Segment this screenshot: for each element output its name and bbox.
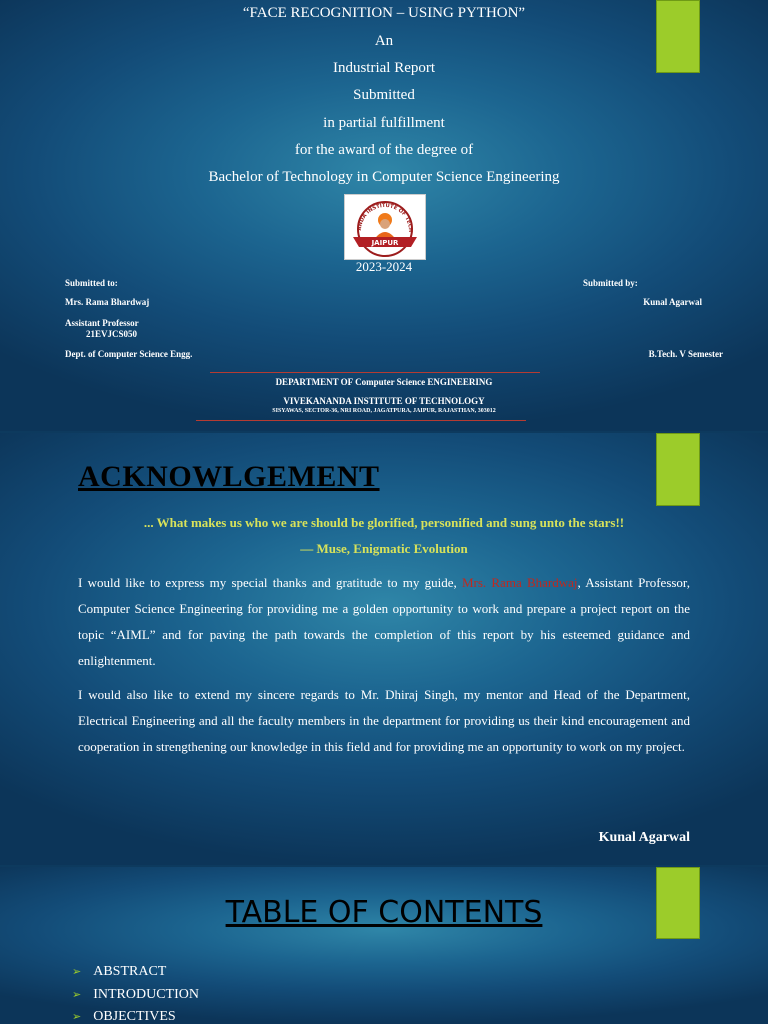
logo-text-bottom: JAIPUR xyxy=(371,239,399,247)
report-title: “FACE RECOGNITION – USING PYTHON” xyxy=(242,5,526,21)
guide-name: Mrs. Rama Bhardwaj xyxy=(65,297,150,307)
toc-item: ➢ INTRODUCTION xyxy=(72,986,199,1002)
guide-department: Dept. of Computer Science Engg. xyxy=(65,349,193,359)
toc-list xyxy=(72,961,199,1024)
toc-item: ➢ OBJECTIVES xyxy=(72,1009,176,1024)
title-line: An xyxy=(374,33,394,49)
title-line: in partial fulfillment xyxy=(323,115,445,131)
roll-number: 21EVJCS050 xyxy=(86,329,138,339)
acknowledgement-slide xyxy=(0,433,768,865)
acknowledgement-paragraph-1: I would like to express my special thanks and gratitude to my guide, Mrs. Rama Bhardwaj, Assistant Professor, Computer Science Engineering for providing me a golden opportunity to work and prepare a project report on the topic “AIML” and for paving the path towards the completion of this report by his esteemed guidance and enlightenment. xyxy=(78,575,690,668)
department-name: DEPARTMENT OF Computer Science ENGINEERING xyxy=(275,377,493,387)
academic-year: 2023-2024 xyxy=(355,259,413,274)
guide-name-highlight: Mrs. Rama Bhardwaj xyxy=(461,575,578,590)
toc-slide xyxy=(0,867,768,1024)
acknowledgement-paragraph-2: I would also like to extend my sincere regards to Mr. Dhiraj Singh, my mentor and Head of the Department, Electrical Engineering and all the faculty members in the department for providing us their kind encouragement and cooperation in strengthening our knowledge in this field and for providing me an opportunity to work on my project. xyxy=(78,687,690,754)
institute-name: VIVEKANANDA INSTITUTE OF TECHNOLOGY xyxy=(283,396,485,406)
student-class: B.Tech. V Semester xyxy=(648,349,723,359)
toc-item: ➢ ABSTRACT xyxy=(72,964,167,979)
title-line: Bachelor of Technology in Computer Science Engineering xyxy=(208,169,560,185)
arrow-bullet-icon: ➢ xyxy=(72,966,82,978)
arrow-bullet-icon: ➢ xyxy=(72,988,82,1001)
divider-top xyxy=(210,372,540,373)
toc-heading: TABLE OF CONTENTS xyxy=(225,895,543,930)
title-line: Submitted xyxy=(353,87,415,103)
submitted-by-label: Submitted by: xyxy=(583,278,638,288)
divider-bottom xyxy=(196,420,526,421)
institute-address: SISYAWAS, SECTOR-36, NRI ROAD, JAGATPURA, JAIPUR, RAJASTHAN, 303012 xyxy=(272,408,496,414)
accent-bar xyxy=(656,433,700,506)
submitted-to-label: Submitted to: xyxy=(65,278,118,288)
acknowledgement-heading: ACKNOWLGEMENT xyxy=(78,460,380,493)
epigraph-quote: ... What makes us who we are should be glorified, personified and sung unto the stars!! xyxy=(143,515,625,530)
guide-designation: Assistant Professor xyxy=(65,318,139,328)
title-line: for the award of the degree of xyxy=(294,142,474,158)
arrow-bullet-icon: ➢ xyxy=(72,1011,82,1023)
signature-name: Kunal Agarwal xyxy=(598,830,690,845)
epigraph-author: — Muse, Enigmatic Evolution xyxy=(300,541,468,556)
title-slide xyxy=(0,0,768,431)
logo-text-top: ANDA INSTITUTE OF TECH xyxy=(356,202,414,233)
institute-logo xyxy=(344,194,426,260)
student-name: Kunal Agarwal xyxy=(643,297,702,307)
title-line: Industrial Report xyxy=(332,60,436,76)
